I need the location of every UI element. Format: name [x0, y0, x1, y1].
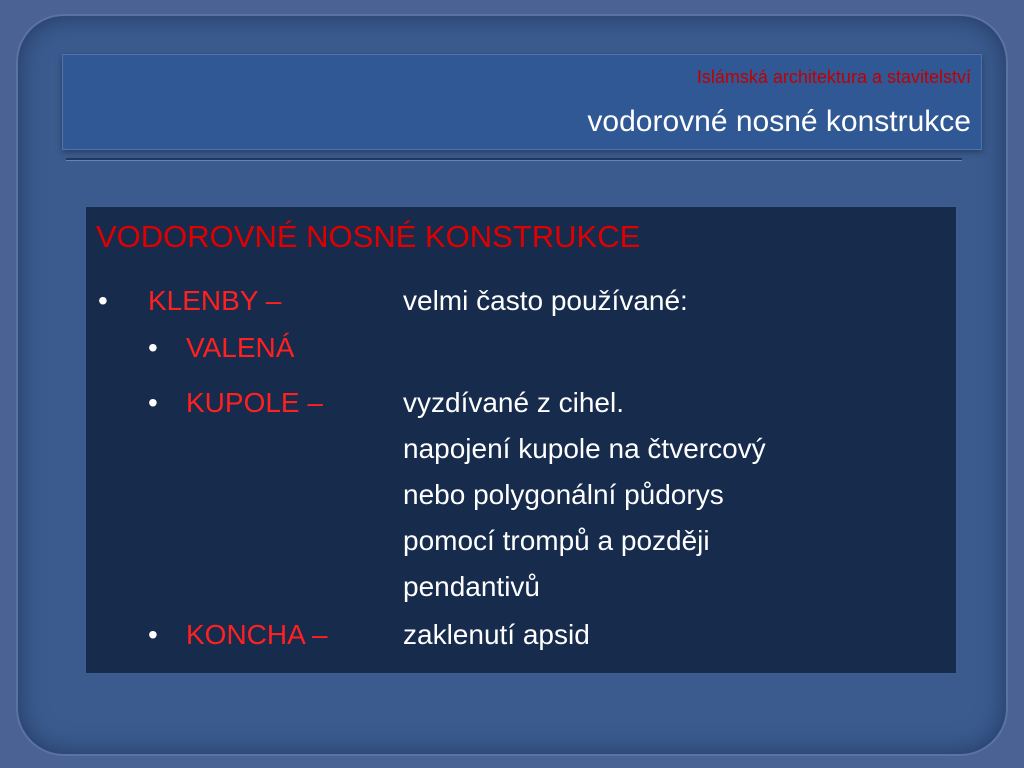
list-item-label: VALENÁ: [186, 332, 295, 363]
list-item-continuation: [86, 571, 956, 617]
list-item-continuation: [86, 433, 956, 479]
list-item-label: KLENBY –: [148, 285, 282, 316]
list-item-valena: [86, 332, 956, 378]
list-item-kupole: [86, 387, 956, 433]
content-heading: VODOROVNÉ NOSNÉ KONSTRUKCE: [96, 219, 641, 254]
slide-subtitle: Islámská architektura a stavitelství: [696, 67, 971, 87]
list-item-desc: nebo polygonální půdorys: [403, 479, 724, 510]
list-item-desc: napojení kupole na čtvercový: [403, 433, 766, 464]
list-item-klenby: [86, 285, 956, 331]
list-item-desc: pendantivů: [403, 571, 541, 602]
bullet: •: [148, 332, 158, 363]
bullet: •: [98, 285, 108, 316]
title-divider: [66, 158, 962, 161]
list-item-desc: velmi často používané:: [403, 285, 688, 316]
list-item-continuation: [86, 479, 956, 525]
title-bar: [62, 54, 982, 150]
list-item-label: KONCHA –: [186, 619, 328, 650]
bullet: •: [148, 619, 158, 650]
list-item-desc: vyzdívané z cihel.: [403, 387, 624, 418]
list-item-label: KUPOLE –: [186, 387, 323, 418]
bullet: •: [148, 387, 158, 418]
list-item-continuation: [86, 525, 956, 571]
list-item-koncha: [86, 619, 956, 665]
list-item-desc: pomocí trompů a později: [403, 525, 710, 556]
content-box: [85, 206, 957, 674]
slide-title: vodorovné nosné konstrukce: [587, 105, 971, 138]
list-item-desc: zaklenutí apsid: [403, 619, 590, 650]
